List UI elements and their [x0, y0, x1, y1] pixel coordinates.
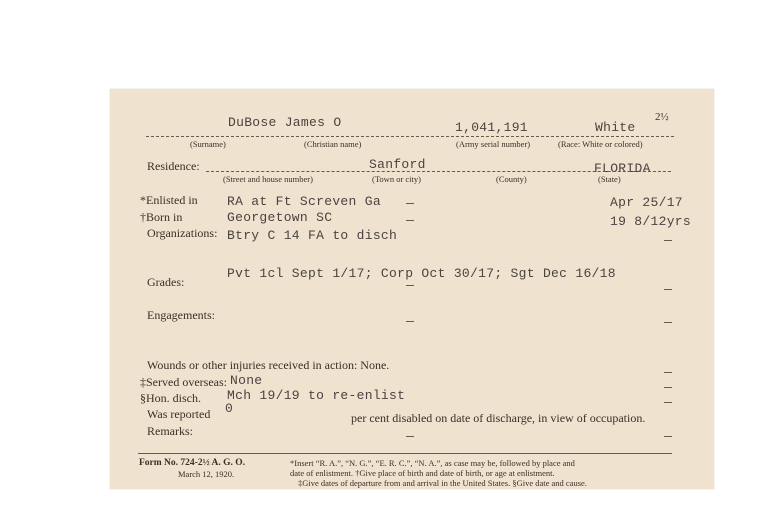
rule-mark — [664, 436, 672, 437]
organizations-label: Organizations: — [147, 226, 218, 240]
town-caption: (Town or city) — [372, 174, 421, 184]
enlisted-date: Apr 25/17 — [610, 195, 683, 210]
rule-mark — [406, 220, 414, 221]
footnote-3: ‡Give dates of departure from and arrival in the United States. §Give date and cause. — [298, 478, 587, 488]
born-label: †Born in — [140, 210, 183, 224]
header-rule — [146, 136, 674, 137]
town-value: Sanford — [369, 157, 426, 172]
footer-rule — [138, 453, 672, 454]
county-caption: (County) — [496, 174, 527, 184]
organizations-value: Btry C 14 FA to disch — [227, 228, 398, 243]
born-value: Georgetown SC — [227, 210, 333, 225]
rule-mark — [664, 372, 672, 373]
state-value: FLORIDA — [594, 161, 651, 176]
rule-mark — [406, 321, 414, 322]
rule-mark — [406, 203, 414, 204]
residence-rule — [206, 171, 671, 172]
race-value: White — [595, 120, 636, 135]
hon-disch-value: Mch 19/19 to re-enlist — [227, 388, 406, 403]
rule-mark — [664, 322, 672, 323]
surname-caption: (Surname) — [190, 139, 226, 149]
serial-value: 1,041,191 — [455, 120, 528, 135]
rule-mark — [664, 289, 672, 290]
grades-label: Grades: — [147, 275, 185, 289]
record-card — [110, 89, 714, 489]
wounds-label: Wounds or other injuries received in action: None. — [147, 358, 390, 372]
engagements-label: Engagements: — [147, 308, 215, 322]
state-caption: (State) — [598, 174, 621, 184]
form-number: Form No. 724-2½ A. G. O. — [139, 458, 246, 468]
grades-value: Pvt 1cl Sept 1/17; Corp Oct 30/17; Sgt Dec 16/18 — [227, 266, 616, 281]
rule-mark — [406, 436, 414, 437]
corner-mark: 2½ — [655, 111, 669, 123]
serial-caption: (Army serial number) — [456, 139, 531, 149]
rule-mark — [406, 285, 414, 286]
race-caption: (Race: White or colored) — [558, 139, 643, 149]
reported-label: Was reported — [147, 407, 211, 421]
footnote-2: date of enlistment. †Give place of birth and date of birth, or age at enlistment. — [290, 468, 555, 478]
remarks-label: Remarks: — [147, 424, 193, 438]
rule-mark — [664, 240, 672, 241]
name-value: DuBose James O — [228, 115, 342, 130]
street-caption: (Street and house number) — [223, 174, 313, 184]
enlisted-value: RA at Ft Screven Ga — [227, 194, 381, 209]
footnote-1: *Insert “R. A.”, “N. G.”, “E. R. C.”, “N. A.”, as case may be, followed by place and — [290, 458, 575, 468]
enlisted-label: *Enlisted in — [140, 193, 198, 207]
rule-mark — [664, 387, 672, 388]
served-overseas-label: ‡Served overseas: — [140, 375, 227, 389]
hon-disch-label: §Hon. disch. — [140, 391, 201, 405]
rule-mark — [664, 402, 672, 403]
reported-value: 0 — [225, 401, 234, 416]
reported-suffix: per cent disabled on date of discharge, in view of occupation. — [351, 411, 646, 425]
christian-caption: (Christian name) — [304, 139, 362, 149]
residence-label: Residence: — [147, 159, 200, 173]
served-overseas-value: None — [230, 373, 263, 388]
form-date: March 12, 1920. — [178, 469, 235, 479]
born-age: 19 8/12yrs — [610, 214, 692, 229]
